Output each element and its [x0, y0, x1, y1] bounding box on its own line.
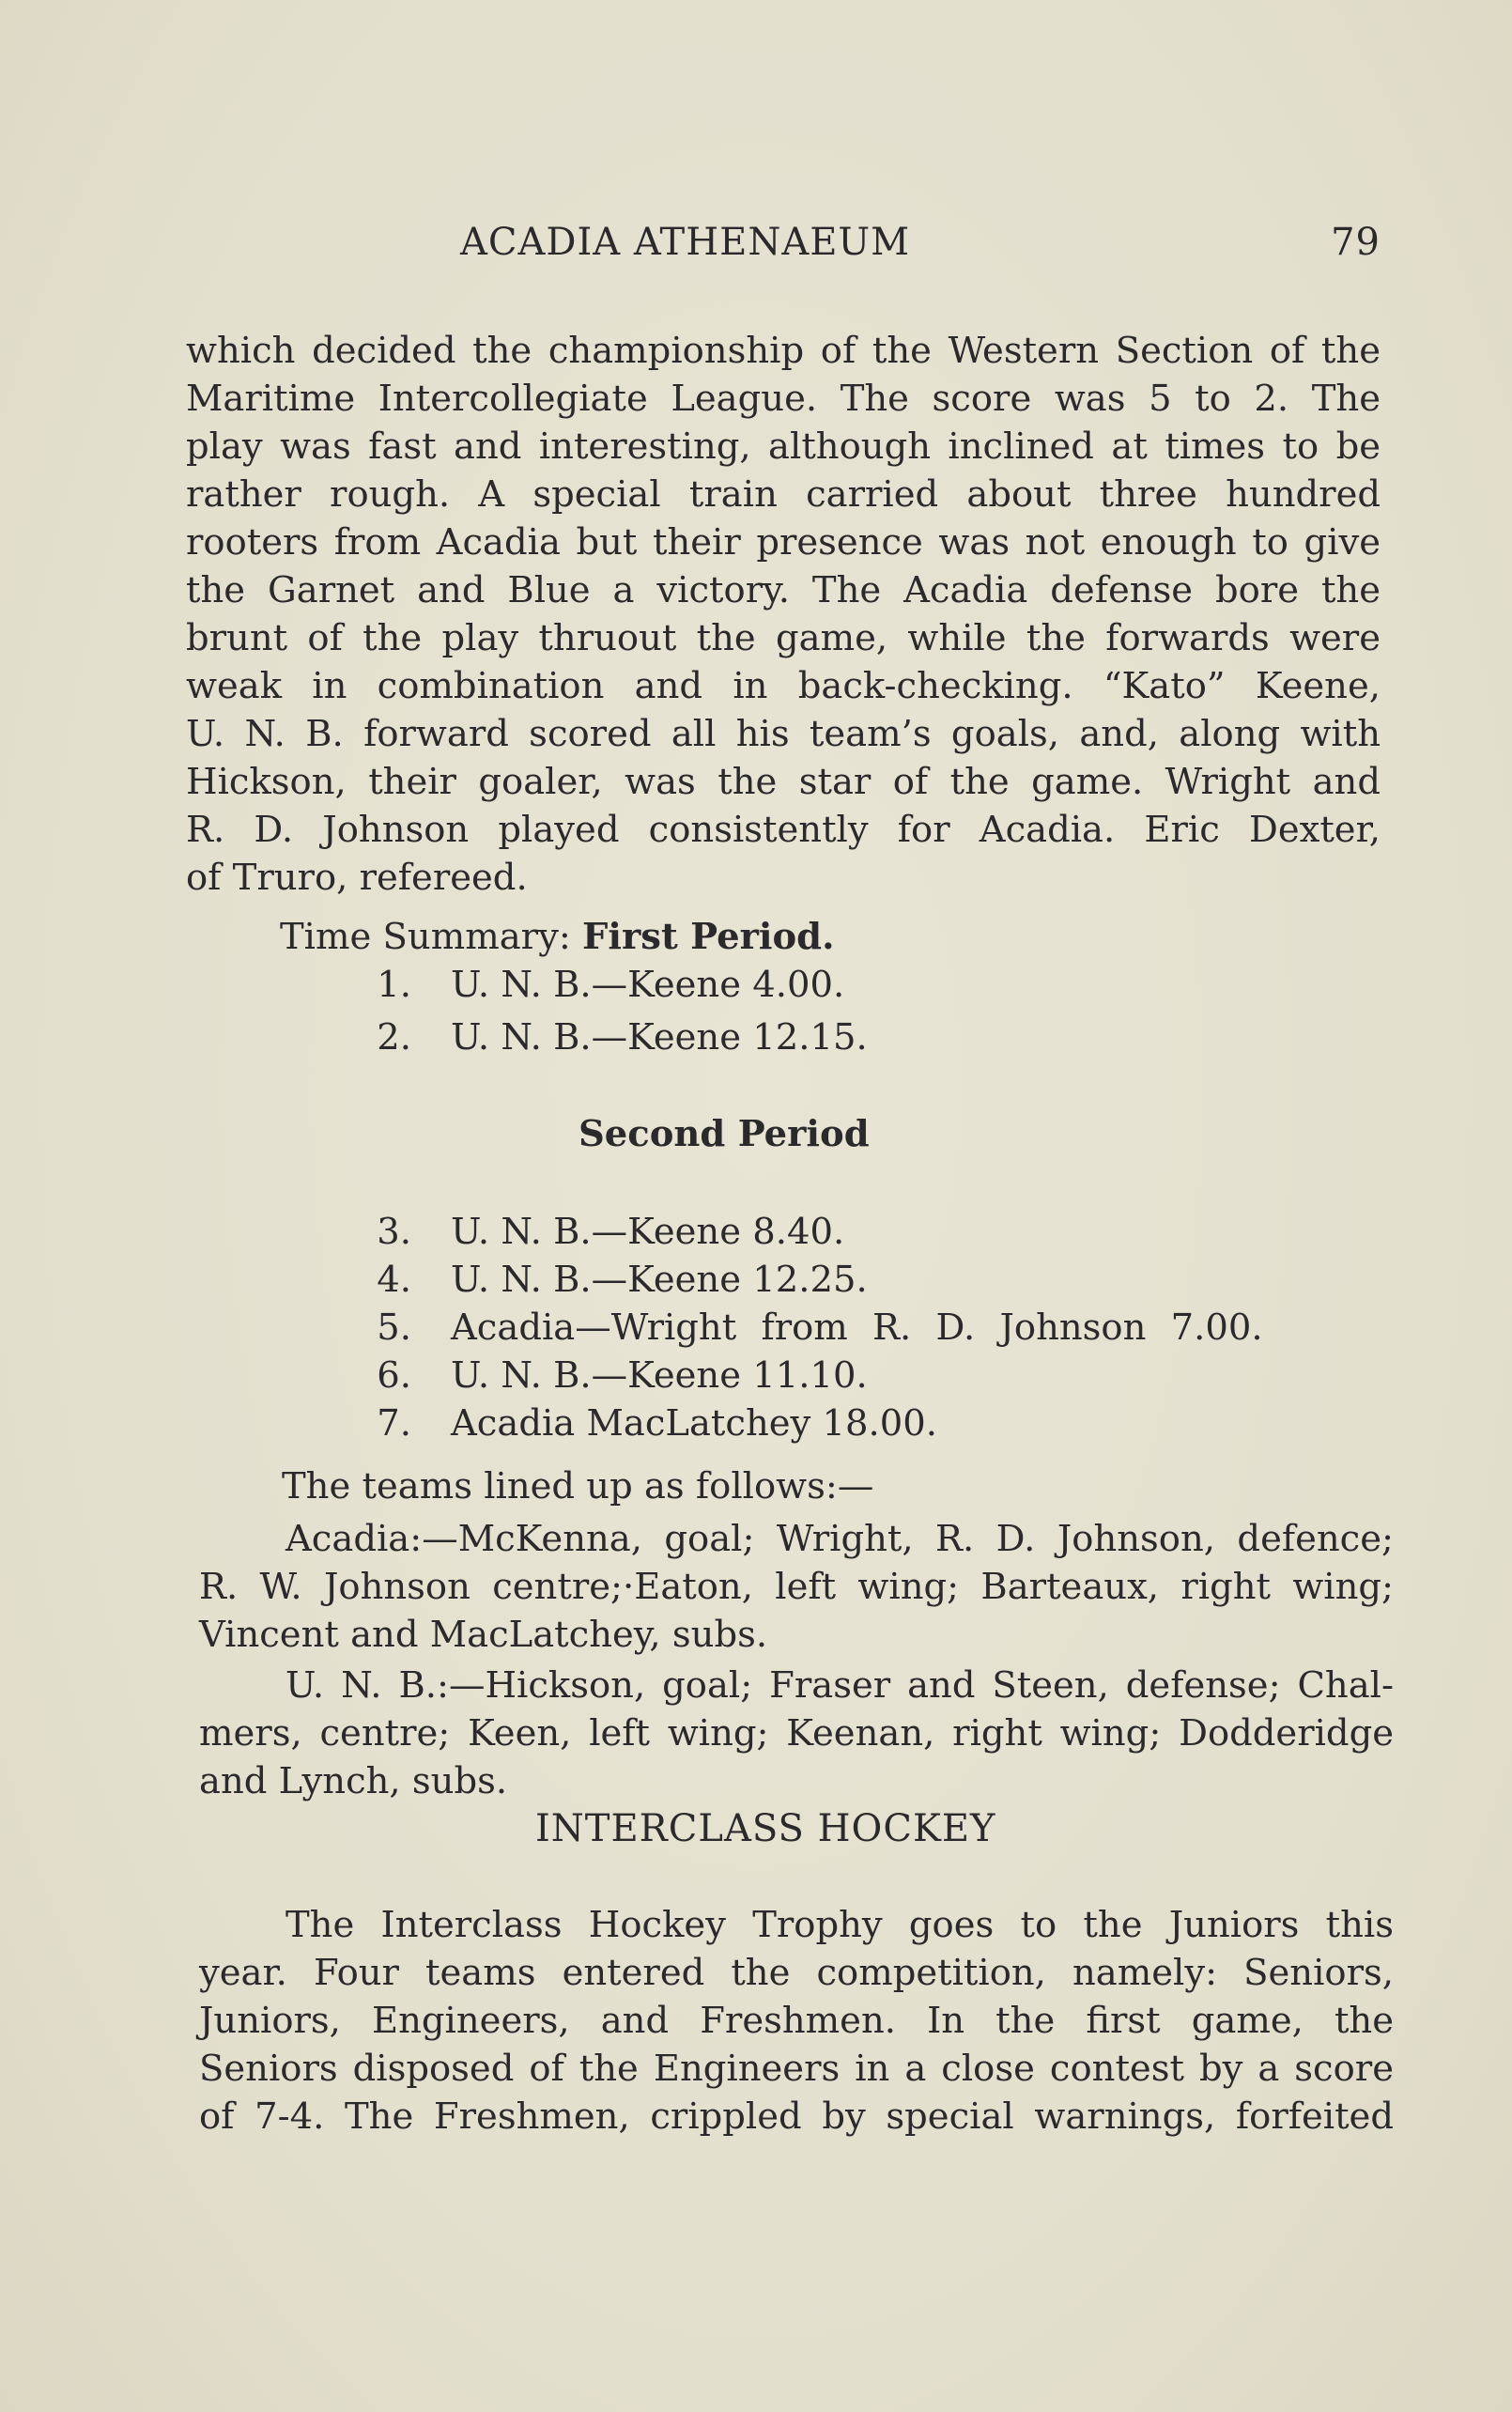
text-line: and Lynch, subs. [199, 1760, 508, 1802]
text-line: Hickson, their goaler, was the star of the game. Wright and [186, 761, 1381, 803]
text-line: play was fast and interesting, although inclined at times to be [186, 425, 1381, 468]
text-line: R. W. Johnson centre;·Eaton, left wing; Barteaux, right wing; [199, 1566, 1394, 1608]
match-report-paragraph [186, 327, 1381, 902]
text-line: Vincent and MacLatchey, subs. [199, 1614, 768, 1656]
goal-text: Acadia—Wright from R. D. Johnson 7.00. [451, 1306, 1263, 1349]
text-line: rather rough. A special train carried about three hundred [186, 473, 1381, 516]
text-line: which decided the championship of the Western Section of the [186, 330, 1381, 372]
text-line: the Garnet and Blue a victory. The Acadia defense bore the [186, 569, 1381, 611]
goal-text: U. N. B.—Keene 4.00. [451, 964, 845, 1006]
time-summary-label: Time Summary: [280, 916, 571, 958]
lineup-intro: The teams lined up as follows:— [282, 1465, 874, 1508]
section-heading: INTERCLASS HOCKEY [535, 1807, 996, 1850]
text-line: brunt of the play thruout the game, while the forwards were [186, 617, 1381, 659]
journal-title: ACADIA ATHENAEUM [460, 221, 911, 264]
text-line: rooters from Acadia but their presence was not enough to give [186, 521, 1381, 564]
goal-number: 4. [377, 1259, 411, 1301]
time-summary-heading [280, 913, 834, 961]
text-line: Maritime Intercollegiate League. The score was 5 to 2. The [186, 378, 1381, 420]
text-line: Juniors, Engineers, and Freshmen. In the first game, the [199, 2000, 1394, 2042]
goal-number: 5. [377, 1306, 411, 1349]
goal-number: 1. [377, 964, 411, 1006]
unb-lineup [199, 1662, 1394, 1805]
running-header [188, 221, 1381, 277]
text-line: of Truro, refereed. [186, 857, 528, 899]
text-line: Seniors disposed of the Engineers in a close contest by a score [199, 2048, 1394, 2090]
text-line: year. Four teams entered the competition, namely: Seniors, [199, 1952, 1394, 1994]
interclass-paragraph [199, 1901, 1394, 2141]
first-period-heading: First Period. [582, 916, 835, 958]
goal-number: 6. [377, 1354, 411, 1397]
goal-text: U. N. B.—Keene 8.40. [451, 1211, 845, 1253]
text-line: Acadia:—McKenna, goal; Wright, R. D. Johnson, defence; [285, 1518, 1394, 1560]
goal-text: U. N. B.—Keene 12.25. [451, 1259, 868, 1301]
text-line: of 7-4. The Freshmen, crippled by special warnings, forfeited [199, 2095, 1394, 2138]
goal-text: U. N. B.—Keene 11.10. [451, 1354, 868, 1397]
goal-number: 3. [377, 1211, 411, 1253]
page-number: 79 [1331, 221, 1381, 264]
text-line: U. N. B. forward scored all his team’s goals, and, along with [186, 713, 1381, 755]
goal-text: Acadia MacLatchey 18.00. [451, 1402, 937, 1445]
goal-text: U. N. B.—Keene 12.15. [451, 1016, 868, 1059]
goal-number: 7. [377, 1402, 411, 1445]
second-period-heading: Second Period [579, 1113, 870, 1155]
text-line: weak in combination and in back-checking. “Kato” Keene, [186, 665, 1381, 707]
acadia-lineup [199, 1515, 1394, 1659]
text-line: mers, centre; Keen, left wing; Keenan, right wing; Dodderidge [199, 1712, 1394, 1755]
text-line: R. D. Johnson played consistently for Acadia. Eric Dexter, [186, 809, 1381, 851]
text-line: The Interclass Hockey Trophy goes to the Juniors this [285, 1904, 1394, 1946]
text-line: U. N. B.:—Hickson, goal; Fraser and Steen, defense; Chal- [285, 1664, 1394, 1707]
goal-number: 2. [377, 1016, 411, 1059]
